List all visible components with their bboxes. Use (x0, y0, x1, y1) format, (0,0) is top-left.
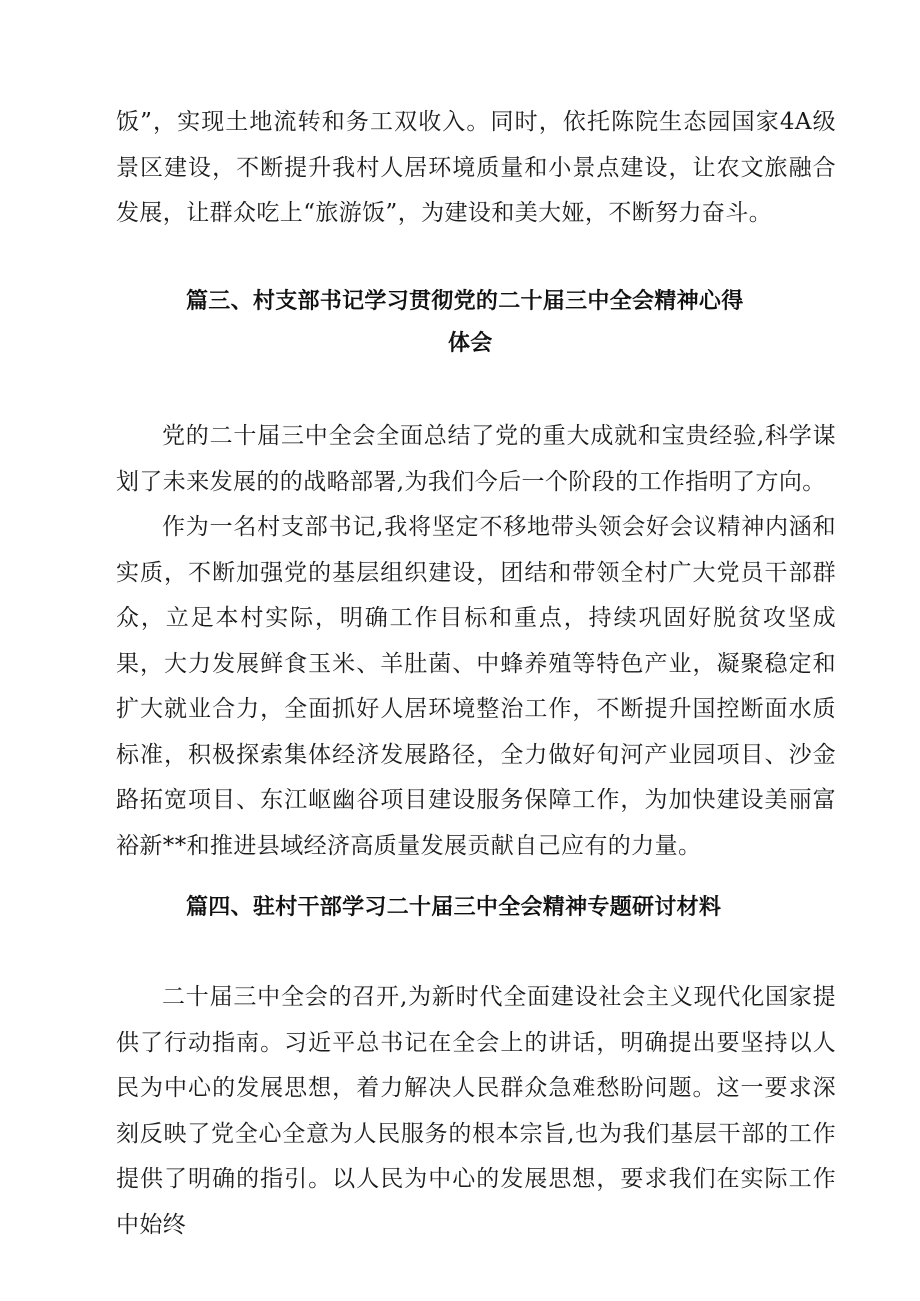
section4-paragraph-1: 二十届三中全会的召开,为新时代全面建设社会主义现代化国家提供了行动指南。习近平总书记在全会上的讲话，明确提出要坚持以人民为中心的发展思想，着力解决人民群众急难愁盼问题。这一要求深刻反映了党全心全意为人民服务的根本宗旨,也为我们基层干部的工作提供了明确的指引。以人民为中心的发展思想，要求我们在实际工作中始终 (116, 984, 836, 1238)
section3-paragraph-2: 作为一名村支部书记,我将坚定不移地带头领会好会议精神内涵和实质，不断加强党的基层组织建设，团结和带领全村广大党员干部群众，立足本村实际，明确工作目标和重点，持续巩固好脱贫攻坚成果，大力发展鲜食玉米、羊肚菌、中蜂养殖等特色产业，凝聚稳定和扩大就业合力，全面抓好人居环境整治工作，不断提升国控断面水质标准，积极探索集体经济发展路径，全力做好旬河产业园项目、沙金路拓宽项目、东江岖幽谷项目建设服务保障工作，为加快建设美丽富裕新**和推进县域经济高质量发展贡献自己应有的力量。 (116, 514, 836, 859)
section3-title (186, 280, 786, 364)
section3-paragraph-1: 党的二十届三中全会全面总结了党的重大成就和宝贵经验,科学谋划了未来发展的的战略部署,为我们今后一个阶段的工作指明了方向。 (116, 423, 836, 495)
continuation-paragraph: 饭”，实现土地流转和务工双收入。同时，依托陈院生态园国家4A级景区建设，不断提升我村人居环境质量和小景点建设，让农文旅融合发展，让群众吃上“旅游饭”，为建设和美大娅，不断努力奋斗。 (116, 109, 836, 226)
section3-title-line1: 篇三、村支部书记学习贯彻党的二十届三中全会精神心得 (186, 288, 744, 314)
section4-title (186, 886, 806, 928)
section4-title-text: 篇四、驻村干部学习二十届三中全会精神专题研讨材料 (186, 894, 722, 920)
section3-title-line2: 体会 (448, 330, 493, 356)
